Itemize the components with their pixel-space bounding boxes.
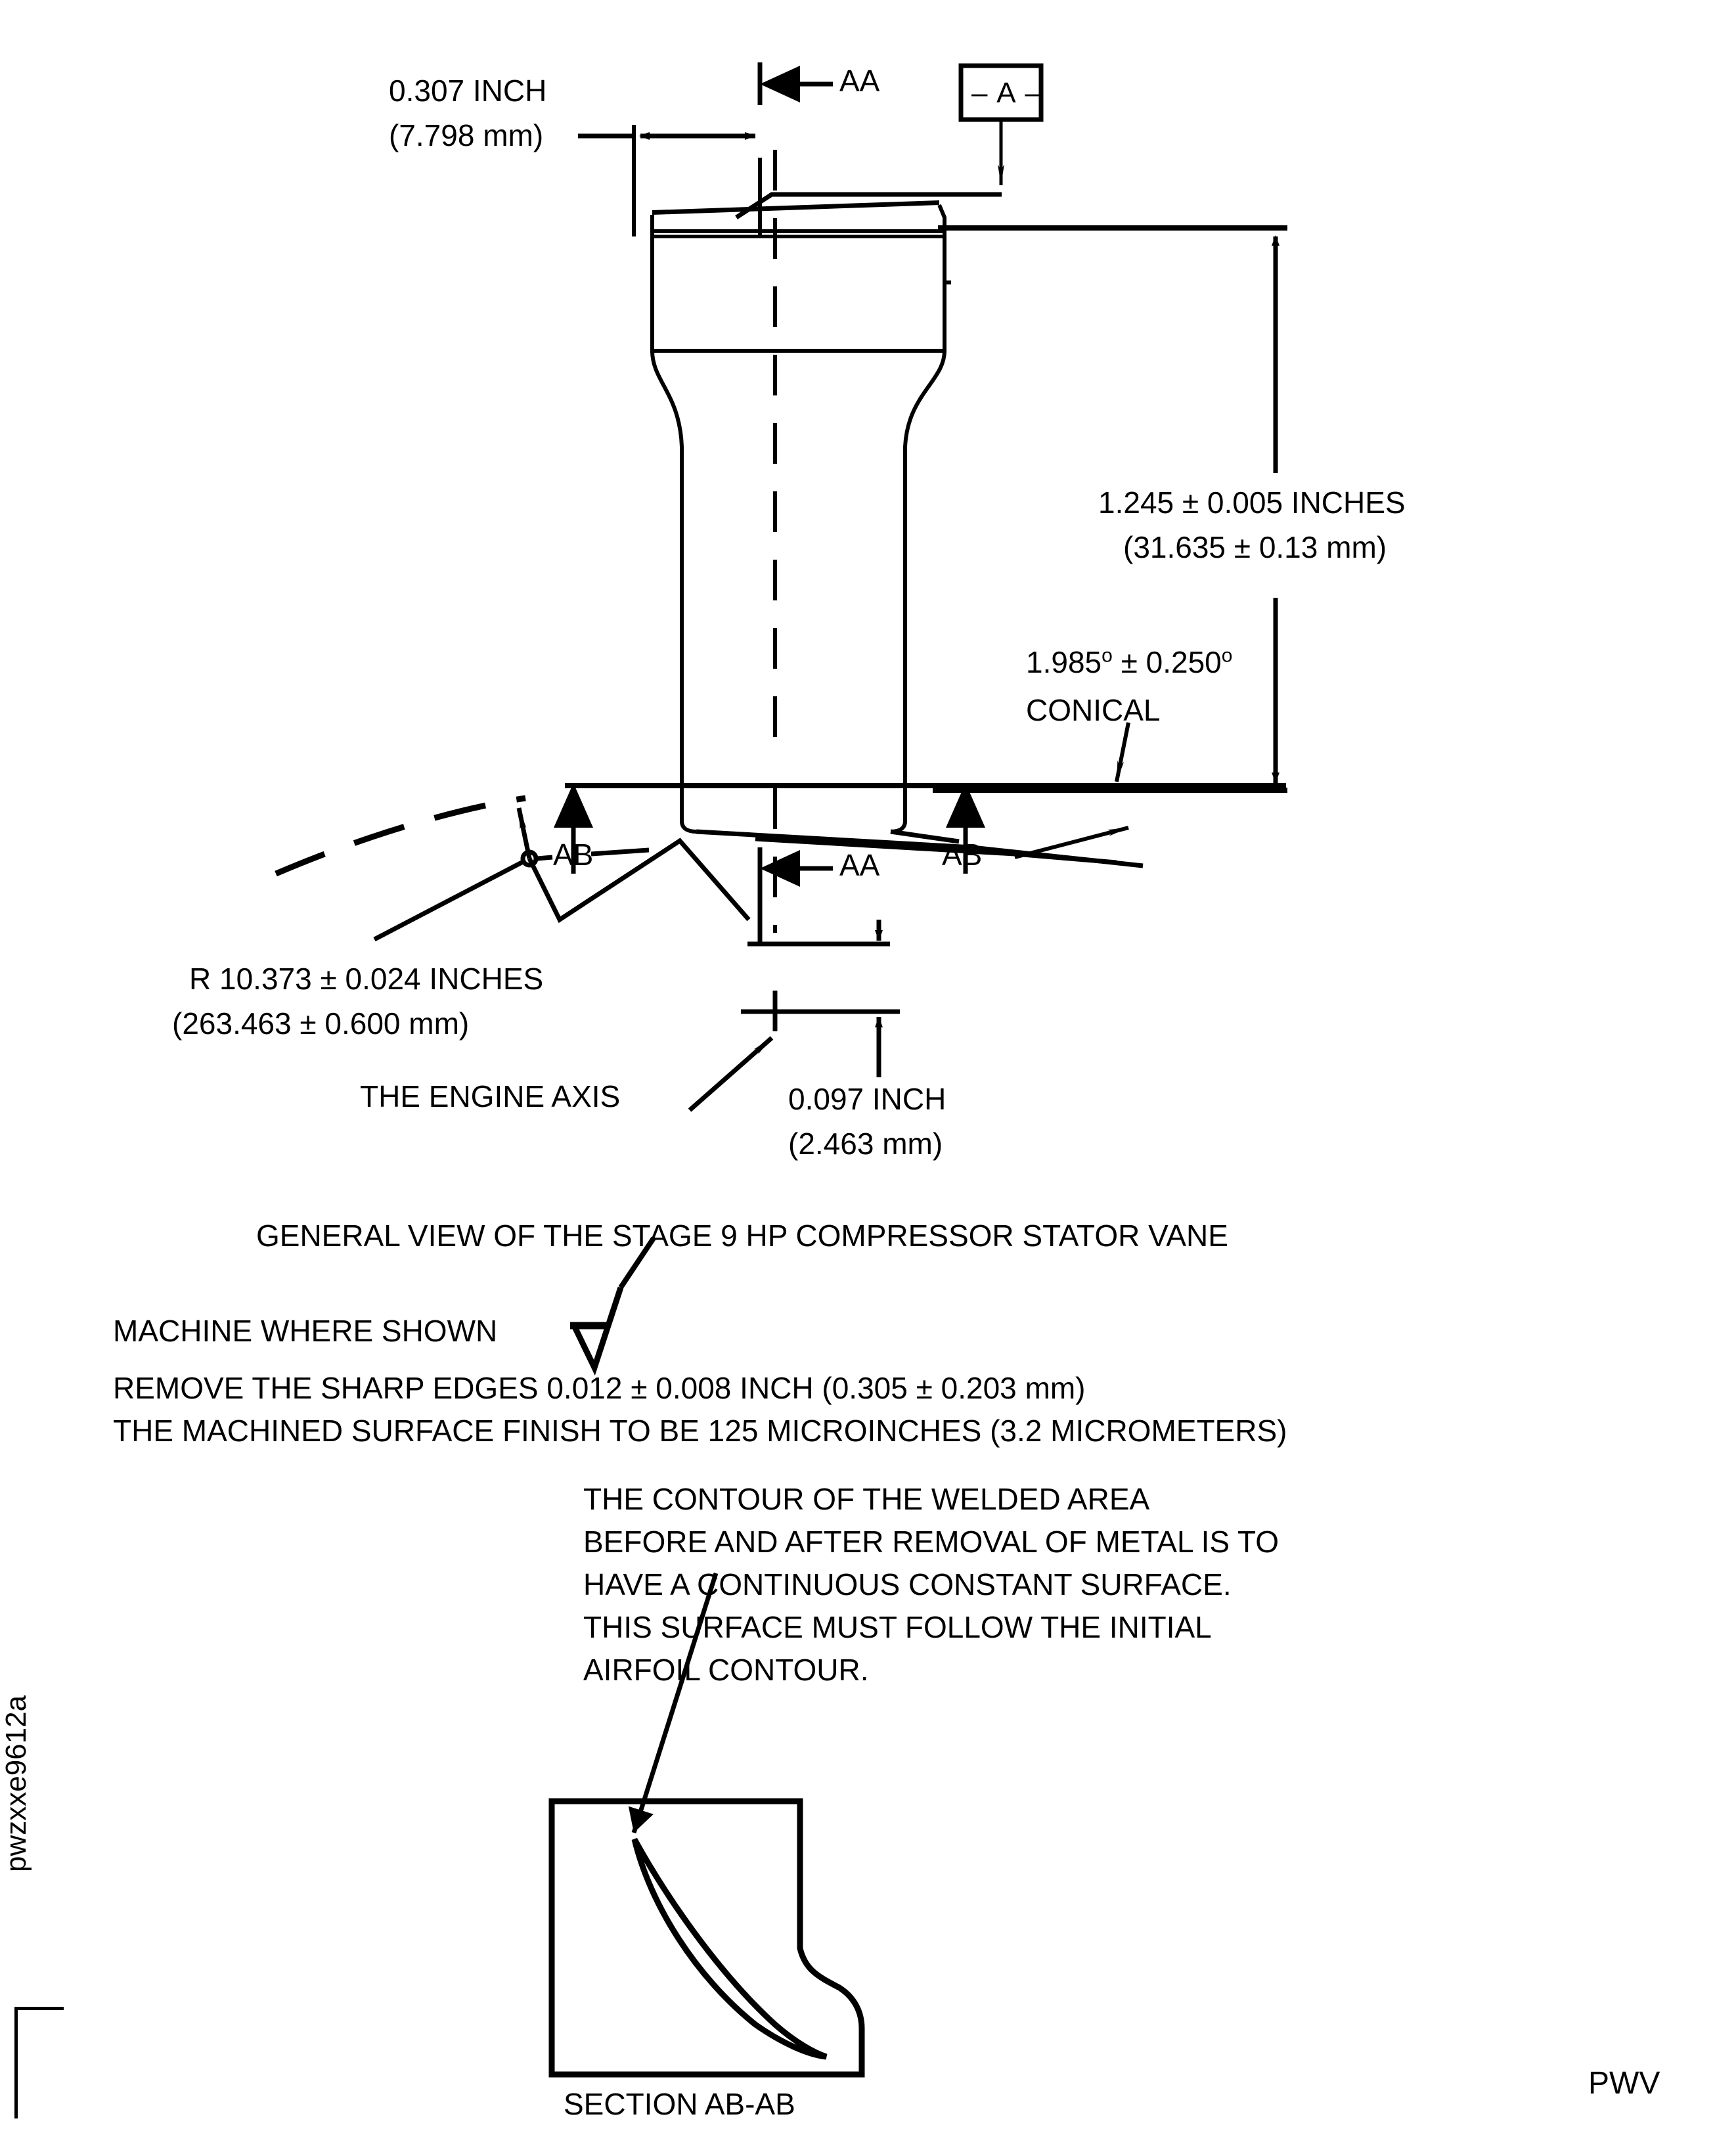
engine-axis-leader [690, 1038, 772, 1110]
height-mm-label: (31.635 ± 0.13 mm) [1123, 530, 1387, 564]
note-surface-finish: THE MACHINED SURFACE FINISH TO BE 125 MICROINCHES (3.2 MICROMETERS) [113, 1414, 1287, 1448]
radius-mm-label: (263.463 ± 0.600 mm) [172, 1006, 470, 1041]
weld-note-line-4: THIS SURFACE MUST FOLLOW THE INITIAL [583, 1610, 1212, 1644]
surface-finish-check-icon [570, 1238, 654, 1368]
weld-note-line-5: AIRFOIL CONTOUR. [583, 1653, 869, 1687]
weld-note-line-2: BEFORE AND AFTER REMOVAL OF METAL IS TO [583, 1525, 1280, 1559]
section-aa-top-marker [760, 62, 833, 105]
section-ab-ab-view [552, 1801, 862, 2074]
sheet-code-label: pwzxxe9612a [0, 1695, 32, 1872]
conical-word-label: CONICAL [1026, 693, 1161, 727]
engine-axis-label: THE ENGINE AXIS [360, 1079, 621, 1113]
top-offset-dimension [578, 125, 760, 236]
note-remove-sharp-edges: REMOVE THE SHARP EDGES 0.012 ± 0.008 INCH (0.305 ± 0.203 mm) [113, 1371, 1086, 1405]
degree-symbol-2: o [1221, 644, 1233, 667]
vane-profile-upper [652, 194, 1002, 832]
weld-note-line-1: THE CONTOUR OF THE WELDED AREA [583, 1482, 1150, 1516]
top-offset-mm-label: (7.798 mm) [389, 118, 544, 152]
section-aa-bottom-label: AA [839, 848, 880, 882]
company-mark-label: PWV [1588, 2066, 1660, 2101]
section-ab-left-label: AB [553, 838, 594, 872]
vane-tail-lines [696, 832, 1143, 866]
section-ab-ab-caption: SECTION AB-AB [564, 2087, 795, 2121]
datum-a-label: – A – [971, 77, 1042, 109]
height-inch-label: 1.245 ± 0.005 INCHES [1098, 485, 1406, 520]
section-ab-right-label: AB [942, 838, 983, 872]
conical-value-2: ± 0.250 [1121, 645, 1222, 679]
sheet-code-bracket [14, 2007, 64, 2118]
bottom-offset-mm-label: (2.463 mm) [788, 1127, 943, 1161]
general-view-caption: GENERAL VIEW OF THE STAGE 9 HP COMPRESSOR STATOR VANE [256, 1219, 1228, 1253]
radius-inch-label: R 10.373 ± 0.024 INCHES [189, 962, 544, 996]
conical-value-1: 1.985 [1026, 645, 1102, 679]
conical-angle-leader [1117, 723, 1128, 782]
conical-reference-leader [1015, 828, 1128, 857]
section-aa-bottom-marker [760, 847, 833, 946]
bottom-offset-inch-label: 0.097 INCH [788, 1082, 946, 1116]
degree-symbol-1: o [1102, 644, 1113, 667]
weld-note-line-3: HAVE A CONTINUOUS CONSTANT SURFACE. [583, 1567, 1232, 1601]
top-offset-inch-label: 0.307 INCH [389, 74, 547, 108]
section-aa-top-label: AA [839, 64, 880, 98]
conical-angle-label [1026, 644, 1233, 679]
bottom-offset-dimension [741, 920, 900, 1077]
radius-arc [276, 798, 525, 874]
note-machine-where-shown: MACHINE WHERE SHOWN [113, 1314, 498, 1348]
